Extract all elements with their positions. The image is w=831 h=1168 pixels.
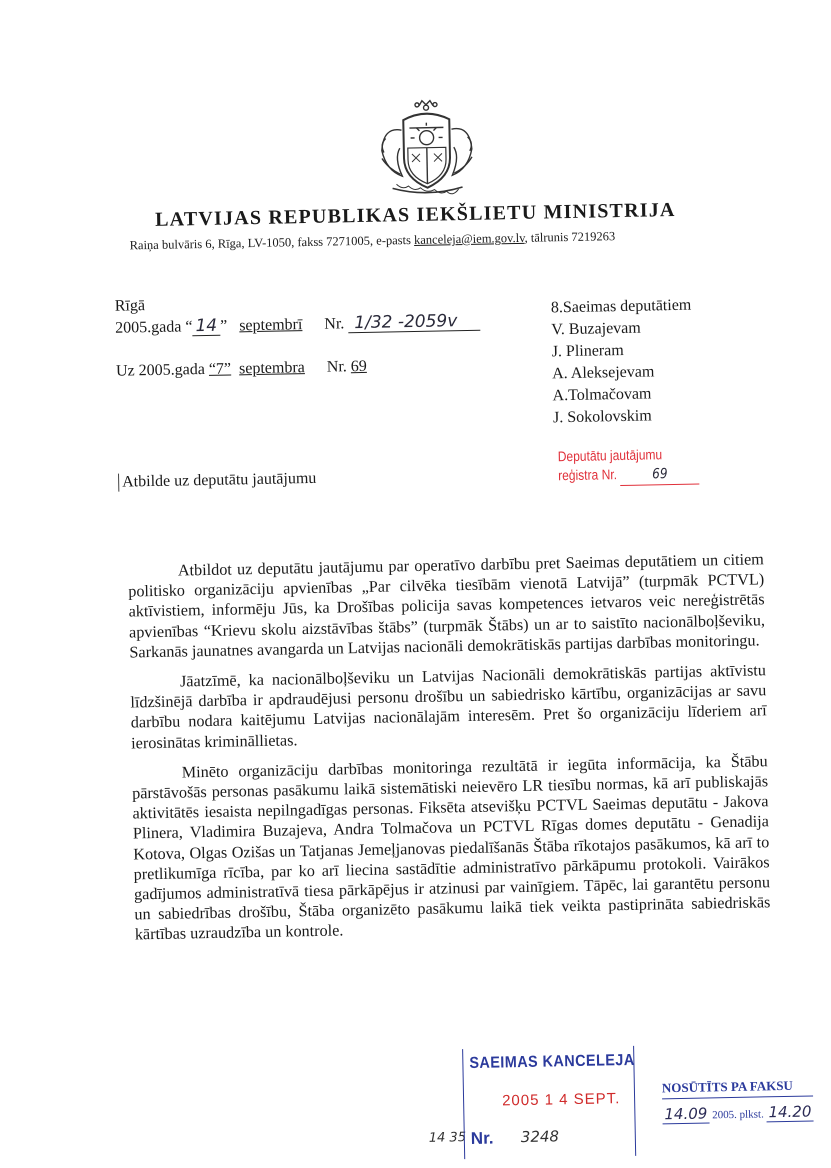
chancery-stamp (462, 1046, 636, 1159)
fax-year: 2005. (712, 1108, 737, 1122)
fax-stamp-title: NOSŪTĪTS PA FAKSU (662, 1077, 813, 1099)
nr-value-handwritten: 1/32 -2059v (348, 312, 480, 334)
ref-prefix: Uz 2005.gada (115, 360, 210, 380)
chancery-stamp-title: SAEIMAS KANCELEJA (469, 1051, 635, 1073)
margin-handwritten-note: 14 35 (428, 1130, 467, 1146)
registry-label: reģistra Nr. (557, 466, 618, 484)
letter-body (128, 549, 771, 955)
date-prefix: 2005.gada “ (115, 318, 193, 337)
date-suffix: ” (219, 317, 228, 335)
reference-line (116, 358, 367, 381)
chancery-stamp-date: 2005 1 4 SEPT. (501, 1090, 621, 1110)
fax-time-label: plkst. (739, 1108, 764, 1121)
registry-number-handwritten: 69 (620, 465, 699, 487)
email-link[interactable]: kanceleja@iem.gov.lv (413, 230, 525, 247)
recipient-item: A. Aleksejevam (552, 363, 655, 383)
coat-of-arms-emblem (371, 97, 483, 199)
nr-label: Nr. (324, 315, 345, 333)
fax-stamp (662, 1077, 814, 1124)
letter-date-line (115, 312, 480, 338)
registry-stamp-line1: Deputātu jautājumu (557, 446, 663, 465)
date-day-handwritten: 14 (192, 317, 220, 337)
recipients-list (551, 295, 694, 430)
ref-nr-label: Nr. (326, 358, 347, 376)
recipient-item: J. Sokolovskim (552, 407, 652, 427)
registry-stamp (558, 445, 700, 488)
registry-stamp-line2 (558, 464, 700, 488)
fax-time-handwritten: 14.20 (766, 1102, 813, 1122)
body-paragraph: Minēto organizāciju darbības monitoringa rezultātā ir iegūta informācija, ka Štābu pārstāvošās personas pasākumu laikā sistemātiski neievēro LR tiesību normas, kā arī publiskajās aktivitātēs iesaista nepilngadīgas personas. Fiksēta atsevišķu PCTVL Saeimas deputātu - Jakova Plinera, Vladimira Buzajeva, Andra Tolmačova un PCTVL Rīgas domes deputātu - Genadija Kotova, Olgas Ozišas un Tatjanas Jemeļjanovas piedalīšanās Štāba rīkotajos pasākumos, kā arī to pretlikumīga rīcība, par ko arī liecina sastādītie administratīvo pārkāpumu protokoli. Vairākos gadījumos administratīvā tiesa pārkāpējus ir atzinusi par vainīgiem. Tāpēc, lai garantētu personu un sabiedrības drošību, Štāba organizēto pasākumu laikā tiek veikta pastiprināta sabiedriskās kārtības uzraudzība un kontrole. (131, 752, 771, 944)
address-prefix: Raiņa bulvāris 6, Rīga, LV-1050, fakss 7271005, e-pasts (129, 232, 415, 253)
fax-date-handwritten: 14.09 (662, 1104, 709, 1124)
body-paragraph: Atbildot uz deputātu jautājumu par operatīvo darbību pret Saeimas deputātiem un citiem politisko organizāciju apvienības „Par cilvēka tiesībām vienotā Latvijā” (turpmāk PCTVL) aktīvistiem, informēju Jūs, ka Drošības policija savas kompetences ietvaros veic nereģistrētās apvienības “Krievu skolu aizstāvības štābs” (turpmāk Štābs) un ar to saistīto nacionālboļševiku, Sarkanās jaunatnes avangarda un Latvijas nacionāli demokrātiskās partijas darbības monitoringu. (128, 550, 766, 662)
chancery-stamp-nr-label: Nr. (470, 1128, 494, 1149)
ref-day: “7” (208, 360, 232, 378)
address-suffix: , tālrunis 7219263 (524, 229, 616, 245)
letter-subject: Atbilde uz deputātu jautājumu (118, 470, 316, 492)
date-month: septembrī (239, 316, 303, 335)
ref-nr-value: 69 (350, 357, 367, 376)
recipient-item: A.Tolmačovam (552, 385, 652, 405)
ministry-address (129, 229, 615, 253)
ministry-title: LATVIJAS REPUBLIKAS IEKŠLIETU MINISTRIJA (154, 198, 676, 231)
chancery-stamp-nr-value: 3248 (520, 1127, 560, 1147)
fax-stamp-row (662, 1102, 813, 1124)
place-label: Rīgā (114, 297, 146, 315)
body-paragraph: Jāatzīmē, ka nacionālboļševiku un Latvijas Nacionāli demokrātiskās partijas aktīvistu līdzšinējā darbība ir apdraudējusi personu drošību un sabiedrisko kārtību, organizācijas ar savu darbību nodara kaitējumu Latvijas nacionālajām interesēm. Pret šo organizāciju līderiem arī ierosinātas krimināllietas. (130, 661, 767, 753)
recipient-item: V. Buzajevam (551, 319, 641, 339)
ref-month: septembra (238, 359, 305, 378)
recipient-item: J. Plineram (551, 341, 624, 361)
recipient-item: 8.Saeimas deputātiem (550, 296, 692, 317)
